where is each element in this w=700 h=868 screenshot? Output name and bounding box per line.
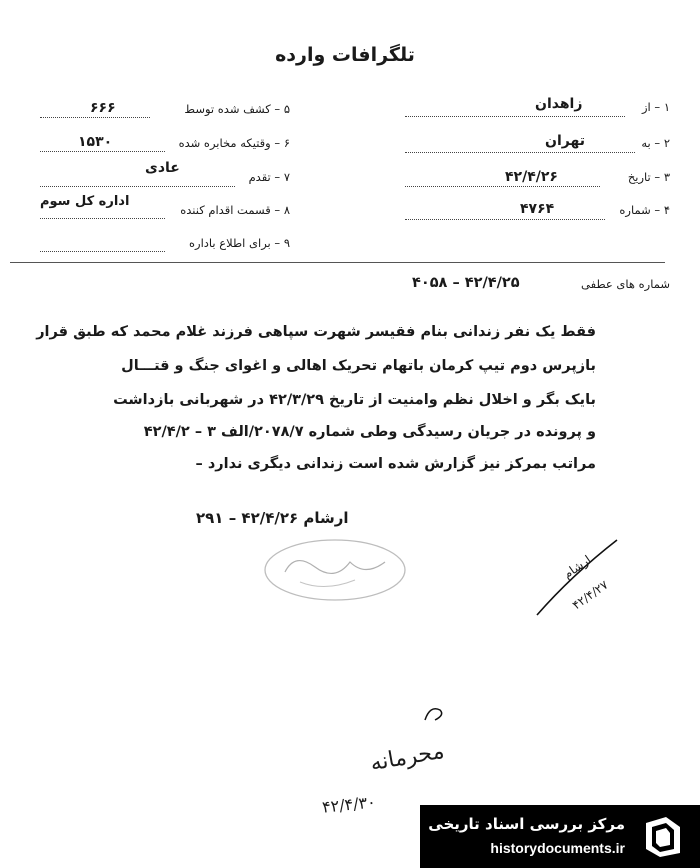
field-number-value: ۴۷۶۴ — [520, 201, 555, 217]
watermark-banner — [420, 805, 700, 868]
watermark-org-name: مرکز بررسی اسناد تاریخی — [428, 815, 625, 833]
bottom-note-word: محرمانه — [368, 738, 447, 777]
field-to-line — [405, 152, 635, 153]
body-line: مراتب بمرکز نیز گزارش شده است زندانی دیگری ندارد – — [195, 456, 596, 472]
field-from-value: زاهدان — [535, 96, 583, 112]
body-line: فقط یک نفر زندانی بنام فقیسر شهرت سپاهی فرزند غلام محمد که طبق قرار — [36, 324, 596, 340]
field-date-label: ۳ – تاریخ — [627, 170, 670, 184]
header-separator — [10, 262, 665, 263]
field-decoded-by-line — [40, 117, 150, 118]
bottom-note-date: ۴۲/۴/۳۰ — [321, 792, 377, 817]
field-from-label: ۱ – از — [642, 100, 670, 114]
field-from-line — [405, 116, 625, 117]
body-line: بایک بگر و اخلال نظم وامنیت از تاریخ ۴۲/۳/۲۹ در شهربانی بازداشت — [113, 392, 596, 408]
field-to-value: تهران — [545, 133, 585, 149]
side-handwritten-note — [532, 535, 642, 624]
body-line: بازپرس دوم تیپ کرمان باتهام تحریک اهالی و اغوای جنگ و قتـــال — [121, 358, 596, 374]
field-decoded-by-value: ۶۶۶ — [90, 100, 116, 116]
sender-line: ۲۹۱ – ۴۲/۴/۲۶ ارشام — [196, 509, 349, 527]
field-sent-time-value: ۱۵۳۰ — [78, 134, 113, 150]
side-note-date: ۴۲/۴/۲۷ — [569, 577, 611, 613]
reference-value: ۴۰۵۸ – ۴۲/۴/۲۵ — [412, 275, 520, 291]
field-action-dept-value: اداره کل سوم — [40, 194, 130, 209]
field-number-label: ۴ – شماره — [619, 203, 670, 217]
field-to-label: ۲ – به — [641, 136, 670, 150]
watermark-site: historydocuments.ir — [490, 840, 625, 856]
field-decoded-by-label: ۵ – کشف شده توسط — [184, 102, 290, 116]
watermark-logo-icon — [638, 813, 688, 865]
field-priority-value: عادی — [145, 160, 180, 176]
side-note-word: ارشام — [560, 552, 594, 582]
field-priority-line — [40, 186, 235, 187]
field-date-line — [405, 186, 600, 187]
field-info-label: ۹ – برای اطلاع باداره — [189, 236, 290, 250]
field-date-value: ۴۲/۴/۲۶ — [505, 169, 558, 185]
field-action-dept-label: ۸ – قسمت اقدام کننده — [180, 203, 290, 217]
field-sent-time-line — [40, 151, 165, 152]
body-line: و پرونده در جریان رسیدگی وطی شماره ۲۰۷۸/۷/الف ۳ – ۴۲/۴/۲ — [143, 424, 596, 440]
document-title: تلگرافات وارده — [275, 44, 415, 66]
reference-label: شماره های عطفی — [581, 277, 670, 291]
bottom-note-flourish — [420, 705, 450, 729]
field-info-line — [40, 251, 165, 252]
field-action-dept-line — [40, 218, 165, 219]
field-priority-label: ۷ – تقدم — [248, 170, 290, 184]
field-sent-time-label: ۶ – وقتیکه مخابره شده — [178, 136, 290, 150]
faint-stamp — [255, 532, 415, 607]
field-number-line — [405, 219, 605, 220]
